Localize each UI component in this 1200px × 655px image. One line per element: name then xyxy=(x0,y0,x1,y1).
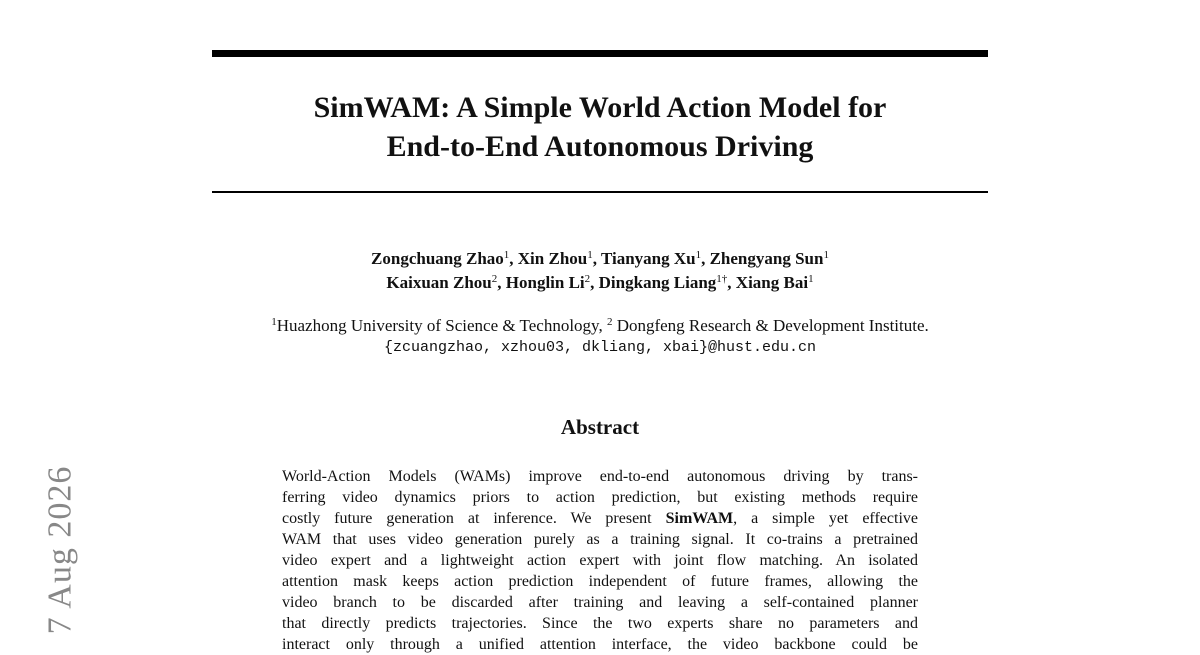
abstract-text: attention mask keeps action prediction independent of future frames, allowing the xyxy=(282,573,918,590)
top-rule xyxy=(212,50,988,57)
abstract-line xyxy=(282,634,918,655)
abstract-text: video branch to be discarded after training and leaving a self-contained planner xyxy=(282,594,918,611)
affil-text-1: Huazhong University of Science & Technology, xyxy=(276,316,607,335)
arxiv-date-text: 7 Aug 2026 xyxy=(41,465,78,635)
abstract-text: costly future generation at inference. We present xyxy=(282,510,666,527)
author-affil-mark: 1 xyxy=(587,249,593,261)
affiliations xyxy=(212,315,988,336)
author-affil-mark: 1† xyxy=(716,273,728,285)
author-affil-mark: 1 xyxy=(503,249,510,261)
method-name: SimWAM xyxy=(665,510,734,527)
author-line-2 xyxy=(212,271,988,295)
affil-mark-1: 1 xyxy=(271,316,277,328)
author-separator: , xyxy=(727,273,736,292)
author-name: Zongchuang Zhao xyxy=(371,249,504,268)
title-line-2: End-to-End Autonomous Driving xyxy=(386,130,814,163)
author-affil-mark: 2 xyxy=(491,273,498,285)
author-name: Zhengyang Sun xyxy=(709,249,824,268)
abstract-text: , a simple yet effective xyxy=(733,510,918,527)
abstract-line xyxy=(282,592,918,613)
author-separator: , xyxy=(592,249,601,268)
abstract-text: video expert and a lightweight action expert with joint flow matching. An isolated xyxy=(282,552,918,569)
author-separator: , xyxy=(590,273,599,292)
abstract-text: ferring video dynamics priors to action prediction, but existing methods require xyxy=(282,489,918,506)
abstract-line xyxy=(282,529,918,550)
author-block xyxy=(212,247,988,295)
title-rule xyxy=(212,191,988,193)
author-name: Kaixuan Zhou xyxy=(386,273,492,292)
abstract-line xyxy=(282,571,918,592)
paper-title xyxy=(212,88,988,166)
affil-mark-2: 2 xyxy=(606,316,613,328)
abstract-text: that directly predicts trajectories. Since the two experts share no parameters and xyxy=(282,615,918,632)
abstract-heading: Abstract xyxy=(560,415,640,439)
author-name: Tianyang Xu xyxy=(600,249,696,268)
abstract-text: World-Action Models (WAMs) improve end-to-end autonomous driving by trans- xyxy=(282,468,918,485)
abstract-body xyxy=(282,466,918,655)
author-affil-mark: 1 xyxy=(823,249,829,261)
author-line-1 xyxy=(212,247,988,271)
author-separator: , xyxy=(701,249,710,268)
author-separator: , xyxy=(509,249,518,268)
author-affil-mark: 1 xyxy=(808,273,814,285)
affil-text-2: Dongfeng Research & Development Institute. xyxy=(612,316,929,335)
author-name: Dingkang Liang xyxy=(598,273,717,292)
abstract-text: interact only through a unified attention interface, the video backbone could be xyxy=(282,636,918,653)
author-affil-mark: 1 xyxy=(695,249,702,261)
abstract-text: WAM that uses video generation purely as a training signal. It co-trains a pretrained xyxy=(282,531,918,548)
arxiv-date-stamp xyxy=(42,455,78,645)
abstract-line xyxy=(282,550,918,571)
author-name: Xin Zhou xyxy=(517,249,588,268)
author-affil-mark: 2 xyxy=(584,273,591,285)
abstract-line xyxy=(282,508,918,529)
author-name: Honglin Li xyxy=(505,273,585,292)
abstract-line xyxy=(282,487,918,508)
abstract-line xyxy=(282,466,918,487)
abstract-line xyxy=(282,613,918,634)
author-emails[interactable]: {zcuangzhao, xzhou03, dkliang, xbai}@hust.edu.cn xyxy=(383,339,817,356)
author-name: Xiang Bai xyxy=(735,273,809,292)
title-line-1: SimWAM: A Simple World Action Model for xyxy=(313,91,887,124)
author-separator: , xyxy=(497,273,506,292)
